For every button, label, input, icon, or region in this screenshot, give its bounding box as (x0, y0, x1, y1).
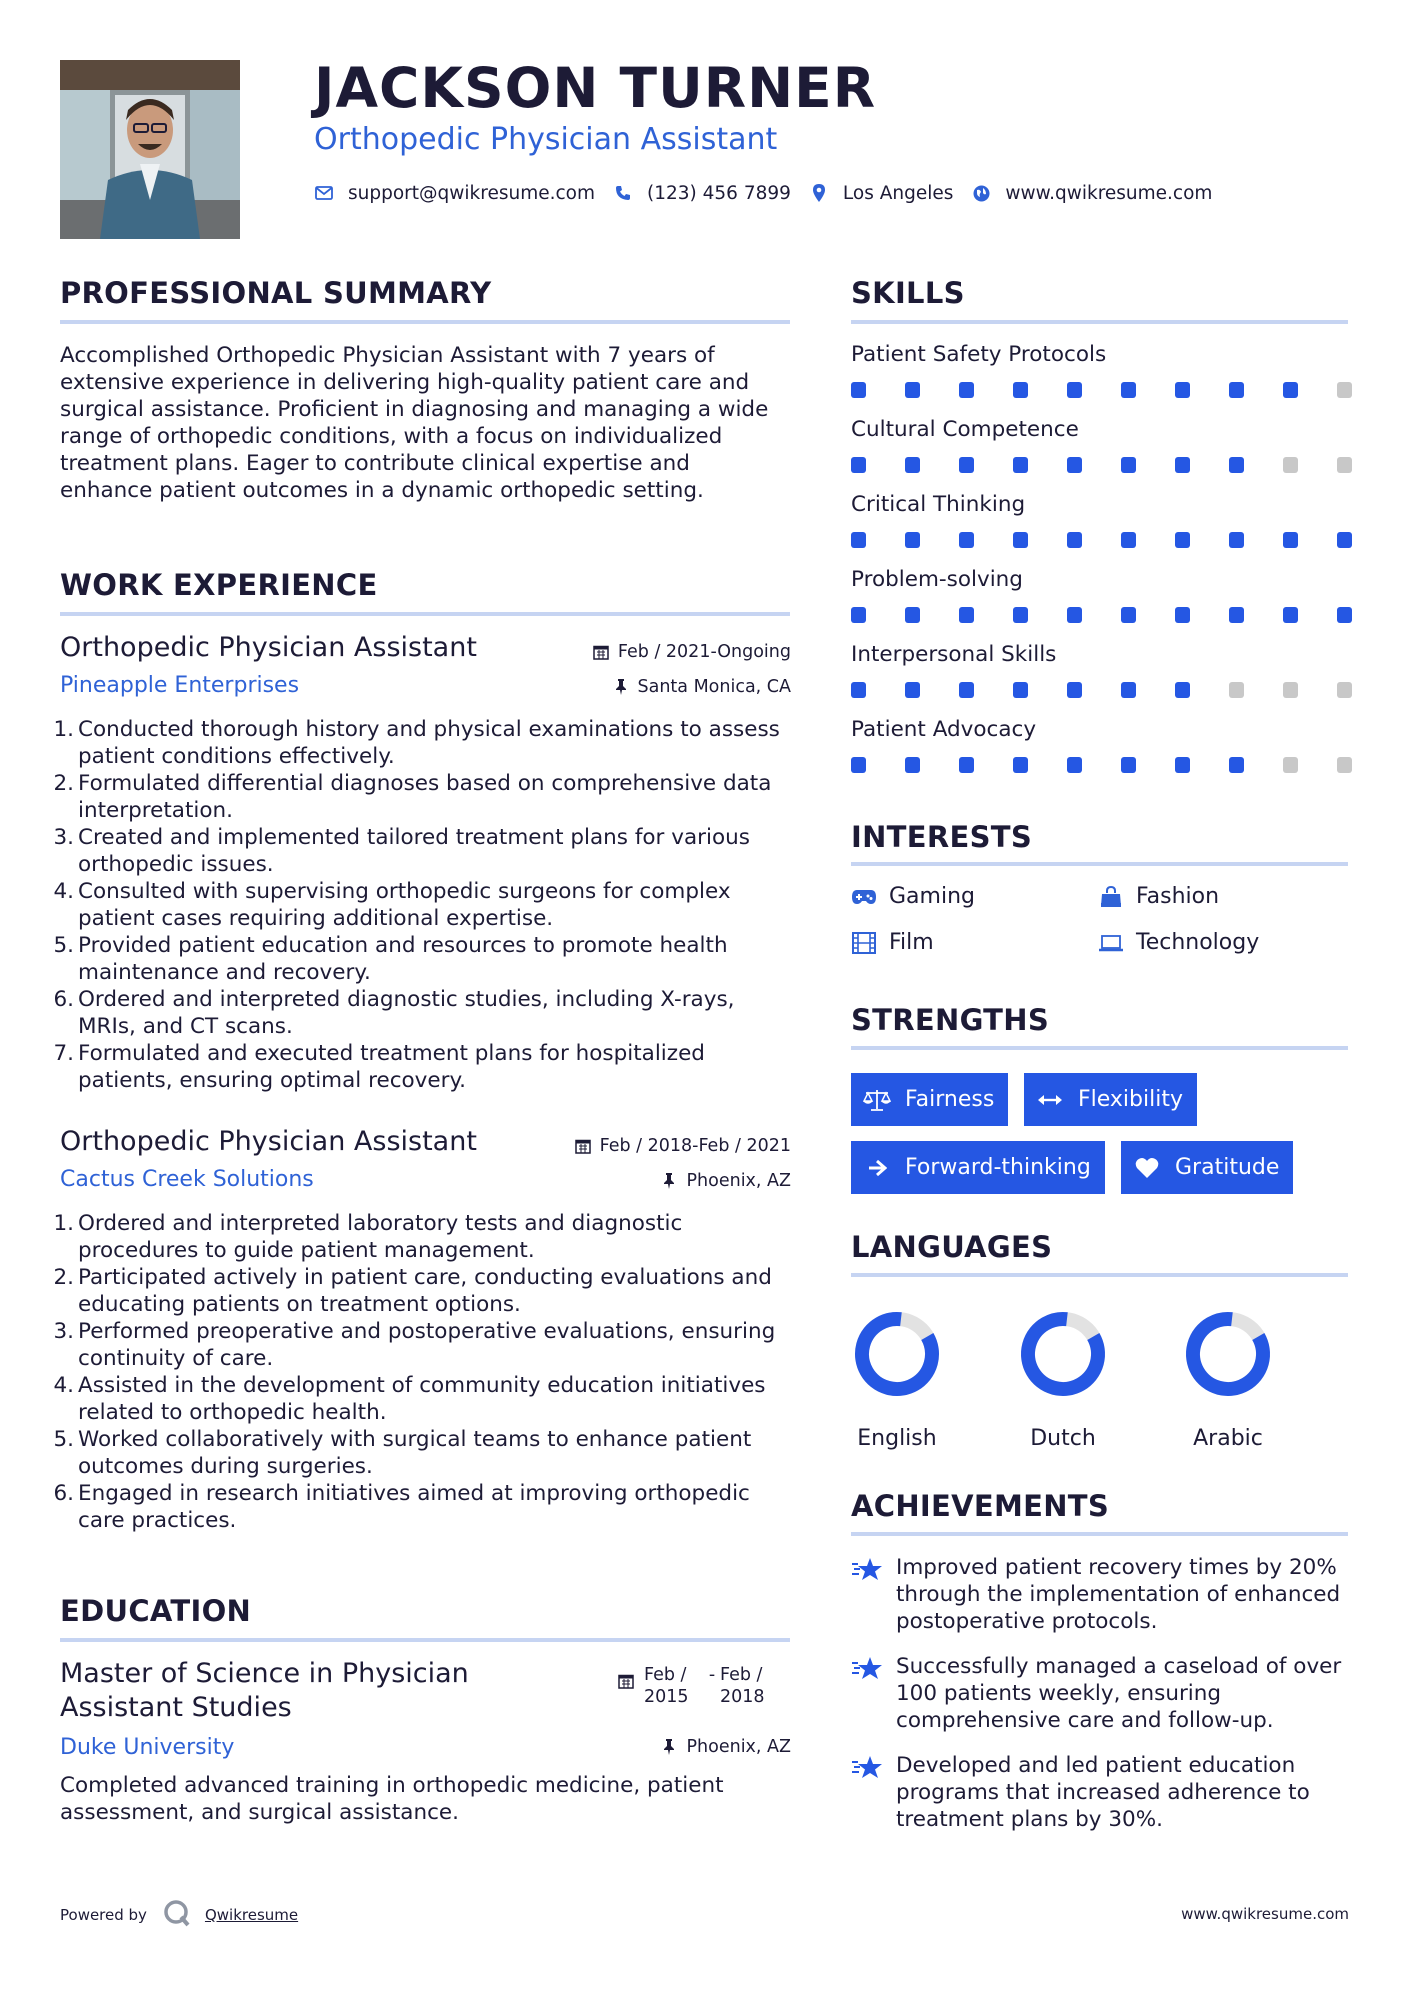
interest-label: Fashion (1136, 884, 1220, 909)
interest-label: Film (889, 930, 934, 955)
skill-rating (851, 532, 1351, 548)
skill-dot-filled (905, 607, 920, 623)
list-item: 3. Created and implemented tailored treatment plans for various orthopedic issues. (53, 825, 750, 877)
skill-dot-filled (1175, 757, 1190, 773)
skill-dot-filled (1013, 457, 1028, 473)
summary-text: Accomplished Orthopedic Physician Assistant with 7 years of extensive experience in delivering high-quality patient care and surgical assistance. Proficient in diagnosing and managing a wide range of orthopedic conditions, with a focus on individualized treatment plans. Eager to contribute clinical expertise and enhance patient outcomes in a dynamic orthopedic setting. (60, 343, 769, 503)
job-1-location-text: Santa Monica, CA (637, 677, 791, 697)
skill-dot-filled (1067, 682, 1082, 698)
language-proficiency-ring (1017, 1308, 1109, 1400)
strengths-heading: STRENGTHS (851, 1003, 1050, 1037)
languages-heading: LANGUAGES (851, 1230, 1053, 1264)
skill-dot-filled (1013, 382, 1028, 398)
skill-dot-filled (1175, 457, 1190, 473)
skill-name: Cultural Competence (851, 417, 1079, 442)
contact-location-text: Los Angeles (842, 182, 954, 204)
education-divider (60, 1638, 790, 1642)
calendar-icon (574, 1137, 592, 1155)
job-2-location-text: Phoenix, AZ (686, 1171, 791, 1191)
language-proficiency-ring (1182, 1308, 1274, 1400)
skill-name: Interpersonal Skills (851, 642, 1057, 667)
footer-powered-by (60, 1899, 298, 1931)
qwikresume-link[interactable]: Qwikresume (204, 1906, 299, 1924)
language-item (1003, 1308, 1123, 1451)
strengths-divider (851, 1046, 1348, 1050)
list-item: 4. Consulted with supervising orthopedic surgeons for complex patient cases requiring additional expertise. (53, 879, 731, 931)
skill-dot-filled (1121, 607, 1136, 623)
candidate-title: Orthopedic Physician Assistant (314, 122, 778, 157)
skill-dot-filled (1121, 382, 1136, 398)
skill-rating (851, 457, 1351, 473)
job-2-company[interactable]: Cactus Creek Solutions (60, 1167, 314, 1192)
language-item (837, 1308, 957, 1451)
skill-dot-empty (1337, 382, 1352, 398)
interest-label: Gaming (889, 884, 975, 909)
skill-dot-filled (1283, 532, 1298, 548)
list-item: 4. Assisted in the development of community education initiatives related to orthopedic health. (53, 1373, 766, 1425)
skill-dot-filled (1229, 457, 1244, 473)
experience-heading: WORK EXPERIENCE (60, 568, 378, 602)
achievement-item (851, 1653, 1361, 1734)
job-2-dates-text: Feb / 2018-Feb / 2021 (599, 1136, 791, 1156)
summary-divider (60, 320, 790, 324)
arrows-horizontal-icon (1036, 1088, 1064, 1112)
summary-heading: PROFESSIONAL SUMMARY (60, 276, 492, 310)
job-1-duties (53, 716, 795, 1094)
strength-forward-thinking (851, 1141, 1105, 1194)
list-item: 2. Formulated differential diagnoses based on comprehensive data interpretation. (53, 771, 772, 823)
skill-dot-filled (1121, 532, 1136, 548)
ring-fill (1182, 1308, 1274, 1400)
list-item: 6. Engaged in research initiatives aimed at improving orthopedic care practices. (53, 1481, 750, 1533)
achievement-item (851, 1554, 1361, 1635)
skill-dot-filled (959, 382, 974, 398)
interest-technology (1098, 930, 1259, 955)
footer-url[interactable]: www.qwikresume.com (1181, 1905, 1349, 1923)
calendar-icon (592, 643, 610, 661)
list-item: 5. Worked collaboratively with surgical teams to enhance patient outcomes during surgeries. (53, 1427, 752, 1479)
skill-dot-filled (1229, 757, 1244, 773)
skill-dot-filled (1175, 382, 1190, 398)
strength-label: Gratitude (1175, 1155, 1280, 1180)
skill-dot-filled (851, 607, 866, 623)
skill-dot-filled (1337, 607, 1352, 623)
job-2-title: Orthopedic Physician Assistant (60, 1126, 477, 1157)
achievement-text: Improved patient recovery times by 20% through the implementation of enhanced postoperative protocols. (896, 1555, 1341, 1634)
shopping-bag-icon (1098, 886, 1124, 908)
interests-divider (851, 862, 1348, 866)
skill-dot-filled (959, 607, 974, 623)
qwikresume-logo-icon (163, 1899, 191, 1931)
skill-dot-filled (1283, 382, 1298, 398)
skill-dot-filled (1121, 457, 1136, 473)
experience-divider (60, 612, 790, 616)
skill-dot-filled (1067, 757, 1082, 773)
skill-dot-filled (959, 532, 974, 548)
interest-label: Technology (1136, 930, 1260, 955)
skill-dot-filled (1067, 382, 1082, 398)
skill-name: Problem-solving (851, 567, 1023, 592)
list-item: 3. Performed preoperative and postoperative evaluations, ensuring continuity of care. (53, 1319, 776, 1371)
pushpin-icon (660, 1172, 678, 1190)
interests-heading: INTERESTS (851, 820, 1033, 854)
education-degree: Master of Science in Physician Assistant Studies (60, 1658, 469, 1723)
skill-dot-filled (1229, 607, 1244, 623)
skill-dot-empty (1229, 682, 1244, 698)
heart-icon (1133, 1156, 1161, 1180)
skills-heading: SKILLS (851, 276, 965, 310)
strength-label: Forward-thinking (905, 1155, 1091, 1180)
skill-rating (851, 382, 1351, 398)
skill-name: Patient Advocacy (851, 717, 1037, 742)
ring-fill (851, 1308, 943, 1400)
skill-dot-filled (1121, 757, 1136, 773)
skill-dot-filled (851, 682, 866, 698)
skill-dot-filled (959, 757, 974, 773)
skill-dot-filled (1067, 607, 1082, 623)
strength-flexibility (1024, 1073, 1197, 1126)
skill-dot-filled (851, 382, 866, 398)
skill-dot-filled (1175, 607, 1190, 623)
skill-name: Patient Safety Protocols (851, 342, 1107, 367)
star-award-icon (851, 1655, 883, 1683)
calendar-icon (618, 1673, 636, 1691)
skill-dot-filled (1175, 532, 1190, 548)
contact-website[interactable] (971, 183, 1212, 204)
list-item: 1. Conducted thorough history and physical examinations to assess patient conditions effectively. (53, 717, 780, 769)
contact-phone[interactable] (613, 183, 791, 204)
job-2-duties (53, 1210, 795, 1534)
list-item: 2. Participated actively in patient care, conducting evaluations and educating patients on treatment options. (53, 1265, 772, 1317)
achievements-heading: ACHIEVEMENTS (851, 1489, 1110, 1523)
skill-dot-filled (1283, 607, 1298, 623)
skill-dot-empty (1283, 457, 1298, 473)
language-proficiency-ring (851, 1308, 943, 1400)
skill-dot-filled (1013, 607, 1028, 623)
globe-icon (971, 183, 991, 203)
contact-email-text: support@qwikresume.com (348, 182, 595, 204)
education-description: Completed advanced training in orthopedic medicine, patient assessment, and surgical assistance. (60, 1773, 724, 1825)
skill-dot-filled (1175, 682, 1190, 698)
envelope-icon (314, 183, 334, 203)
skill-rating (851, 607, 1351, 623)
contact-email[interactable] (314, 183, 595, 204)
skill-rating (851, 682, 1351, 698)
phone-icon (613, 183, 633, 203)
pushpin-icon (660, 1738, 678, 1756)
job-1-dates-text: Feb / 2021-Ongoing (617, 642, 791, 662)
skill-dot-empty (1283, 757, 1298, 773)
skill-dot-empty (1337, 457, 1352, 473)
skill-dot-filled (1013, 532, 1028, 548)
education-location (660, 1737, 791, 1757)
skill-dot-filled (851, 532, 866, 548)
skill-dot-filled (959, 457, 974, 473)
powered-by-label: Powered by (60, 1906, 147, 1924)
skill-rating (851, 757, 1351, 773)
interest-fashion (1098, 884, 1219, 909)
laptop-icon (1098, 932, 1124, 954)
strength-gratitude (1121, 1141, 1293, 1194)
skill-dot-filled (905, 682, 920, 698)
candidate-name: JACKSON TURNER (314, 56, 877, 120)
skill-name: Critical Thinking (851, 492, 1026, 517)
education-start-date: Feb / 2015 (644, 1665, 689, 1707)
language-name: Arabic (1193, 1426, 1263, 1451)
balance-scale-icon (863, 1088, 891, 1112)
achievements-divider (851, 1532, 1348, 1536)
contact-bar (314, 178, 1230, 208)
interest-gaming (851, 884, 975, 909)
skill-dot-filled (959, 682, 974, 698)
education-dates (618, 1664, 780, 1708)
skill-dot-empty (1337, 757, 1352, 773)
star-award-icon (851, 1754, 883, 1782)
education-date-separator: - (708, 1665, 716, 1685)
ring-fill (1017, 1308, 1109, 1400)
skill-dot-empty (1337, 682, 1352, 698)
skill-dot-filled (905, 757, 920, 773)
list-item: 7. Formulated and executed treatment plans for hospitalized patients, ensuring optimal recovery. (53, 1041, 705, 1093)
skill-dot-empty (1283, 682, 1298, 698)
strength-fairness (851, 1073, 1008, 1126)
skill-dot-filled (1013, 757, 1028, 773)
skill-dot-filled (905, 532, 920, 548)
skill-dot-filled (1067, 532, 1082, 548)
list-item: 5. Provided patient education and resources to promote health maintenance and recovery. (53, 933, 728, 985)
education-school[interactable]: Duke University (60, 1735, 235, 1760)
film-icon (851, 932, 877, 954)
strength-label: Fairness (905, 1087, 995, 1112)
skill-dot-filled (1067, 457, 1082, 473)
arrow-right-icon (863, 1156, 891, 1180)
contact-website-text: www.qwikresume.com (1005, 182, 1213, 204)
job-1-dates (592, 642, 791, 662)
pushpin-icon (612, 678, 630, 696)
job-1-title: Orthopedic Physician Assistant (60, 632, 477, 663)
skill-dot-filled (905, 382, 920, 398)
language-item (1168, 1308, 1288, 1451)
skill-dot-filled (905, 457, 920, 473)
achievement-text: Successfully managed a caseload of over 100 patients weekly, ensuring comprehensive care and follow-up. (896, 1654, 1342, 1733)
skill-dot-filled (1229, 382, 1244, 398)
skill-dot-filled (851, 757, 866, 773)
skills-divider (851, 320, 1348, 324)
languages-divider (851, 1273, 1348, 1277)
interest-film (851, 930, 934, 955)
achievement-item (851, 1752, 1361, 1833)
list-item: 6. Ordered and interpreted diagnostic studies, including X-rays, MRIs, and CT scans. (53, 987, 735, 1039)
gamepad-icon (851, 886, 877, 908)
contact-location (809, 183, 954, 204)
profile-photo (60, 60, 240, 239)
contact-phone-text: (123) 456 7899 (647, 182, 791, 204)
location-pin-icon (809, 183, 829, 203)
star-award-icon (851, 1556, 883, 1584)
language-name: English (857, 1426, 937, 1451)
list-item: 1. Ordered and interpreted laboratory tests and diagnostic procedures to guide patient management. (53, 1211, 683, 1263)
education-heading: EDUCATION (60, 1594, 252, 1628)
language-name: Dutch (1030, 1426, 1096, 1451)
education-location-text: Phoenix, AZ (686, 1737, 791, 1757)
job-2-location (660, 1171, 791, 1191)
job-1-location (612, 677, 792, 697)
skill-dot-filled (1229, 532, 1244, 548)
job-2-dates (574, 1136, 791, 1156)
skill-dot-filled (1121, 682, 1136, 698)
skill-dot-filled (1337, 532, 1352, 548)
job-1-company[interactable]: Pineapple Enterprises (60, 673, 300, 698)
education-end-date: Feb / 2018 (720, 1665, 765, 1707)
skill-dot-filled (1013, 682, 1028, 698)
skill-dot-filled (851, 457, 866, 473)
achievement-text: Developed and led patient education programs that increased adherence to treatment plans by 30%. (896, 1753, 1310, 1832)
strength-label: Flexibility (1078, 1087, 1183, 1112)
